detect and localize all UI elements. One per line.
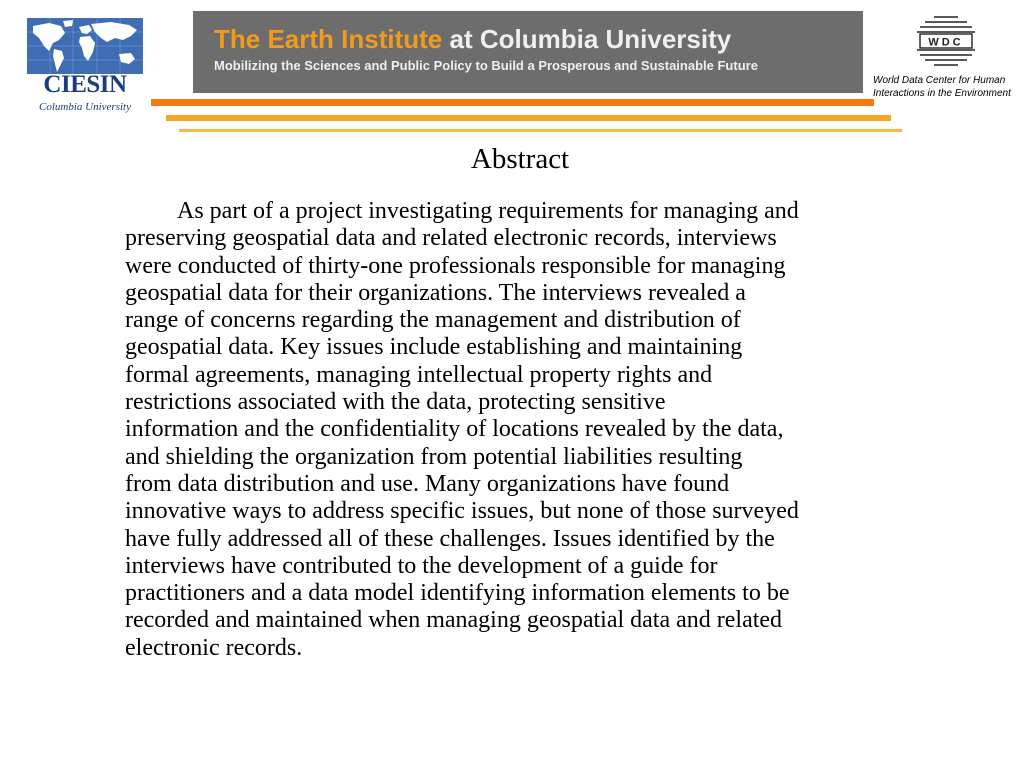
abstract-line: recorded and maintained when managing geospatial data and related: [125, 607, 783, 634]
abstract-line: were conducted of thirty-one professionals responsible for managing: [125, 252, 786, 279]
abstract-line: and shielding the organization from potential liabilities resulting: [125, 443, 743, 470]
abstract-body: [125, 198, 925, 662]
abstract-line: from data distribution and use. Many organizations have found: [125, 470, 730, 497]
wdc-globe-logo: [912, 14, 980, 68]
ciesin-logo: [24, 18, 146, 113]
abstract-line: range of concerns regarding the management and distribution of: [125, 307, 741, 334]
wdc-caption: [873, 74, 1018, 100]
wdc-logo-text: WDC: [928, 36, 964, 49]
banner-title-columbia: at Columbia University: [449, 24, 732, 54]
divider-stripe-1: [151, 99, 874, 106]
ciesin-subtitle: Columbia University: [39, 101, 131, 113]
abstract-heading: Abstract: [470, 143, 570, 175]
abstract-line: innovative ways to address specific issues, but none of those surveyed: [125, 498, 799, 525]
divider-stripe-2: [166, 115, 891, 121]
abstract-line: geospatial data. Key issues include establishing and maintaining: [125, 334, 743, 361]
banner-title-earth-institute: The Earth Institute: [214, 24, 443, 54]
abstract-line: formal agreements, managing intellectual property rights and: [125, 361, 713, 388]
banner-tagline: Mobilizing the Sciences and Public Policy to Build a Prosperous and Sustainable Future: [214, 58, 758, 73]
abstract-line: information and the confidentiality of locations revealed by the data,: [125, 416, 784, 443]
wdc-caption-line-1: World Data Center for Human: [873, 75, 1006, 86]
ciesin-wordmark: CIESIN: [43, 71, 127, 98]
abstract-line: have fully addressed all of these challenges. Issues identified by the: [125, 525, 775, 552]
abstract-line: geospatial data for their organizations. The interviews revealed a: [125, 279, 746, 306]
wdc-caption-line-2: Interactions in the Environment: [873, 88, 1011, 99]
earth-institute-banner: [193, 11, 863, 93]
world-map-icon: [27, 18, 143, 74]
abstract-line: As part of a project investigating requirements for managing and: [177, 198, 799, 224]
abstract-line: preserving geospatial data and related electronic records, interviews: [125, 225, 777, 252]
abstract-line: practitioners and a data model identifying information elements to be: [125, 580, 790, 607]
abstract-line: electronic records.: [125, 634, 303, 661]
abstract-line: interviews have contributed to the development of a guide for: [125, 552, 718, 579]
banner-title: [214, 24, 731, 54]
abstract-line: restrictions associated with the data, protecting sensitive: [125, 389, 666, 416]
divider-stripe-3: [179, 129, 902, 132]
